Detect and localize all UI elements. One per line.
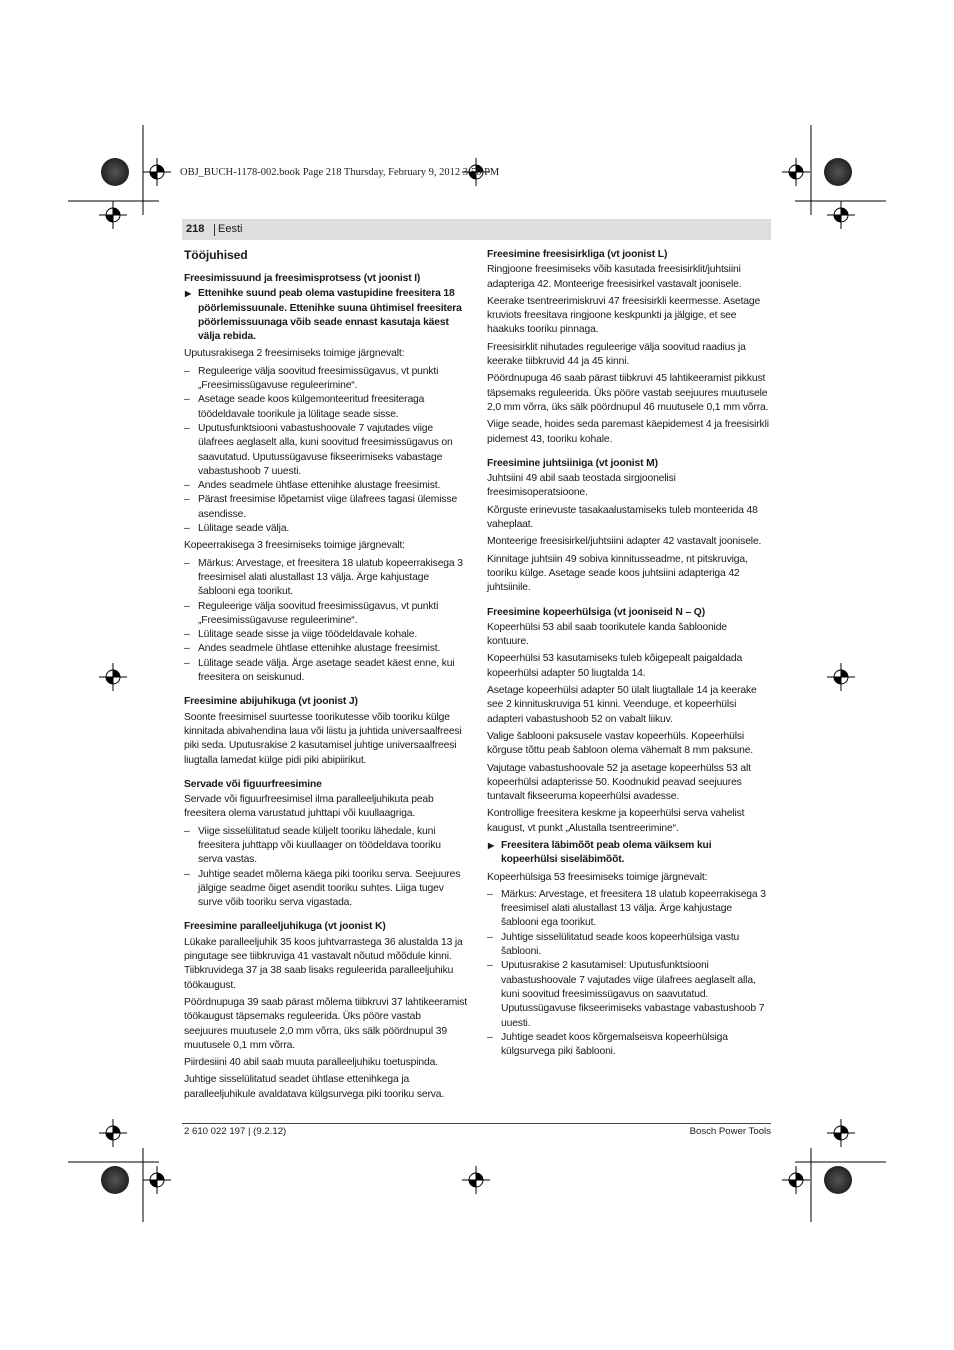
paragraph: Juhtsiini 49 abil saab teostada sirgjoonelisi freesimisoperatsioone. bbox=[487, 473, 676, 499]
paragraph: Kõrguste erinevuste tasakaalustamiseks tuleb monteerida 48 vaheplaat. bbox=[487, 504, 758, 531]
list-item: – Pärast freesimise lõpetamist viige ülafrees tagasi ülemisse asendisse. bbox=[184, 493, 467, 522]
paragraph: Freesisirklit nihutades reguleerige välja soovitud raadius ja keerake tiibkruvid 44 ja 45 kinni. bbox=[487, 341, 746, 368]
paragraph: Soonte freesimisel suurtesse toorikutesse võib tooriku külge kinnitada abivahendina laua või liistu ja juhtida universaalfreesi piki seda. Uputusrakise 2 kasutamisel juhtige universaalfreesi liugtalla lamedat külge pidi piki abipiirikut. bbox=[184, 711, 462, 766]
paragraph: Asetage kopeerhülsi adapter 50 ülalt liugtallale 14 ja keerake see 2 kinnituskruviga 51 kinni. Veenduge, et kopeerhülsi adapteri vabastushoob 52 on vabalt liikuv. bbox=[487, 685, 757, 725]
section-title: Tööjuhised bbox=[184, 248, 248, 262]
paragraph: Ringjoone freesimiseks võib kasutada freesisirklit/juhtsiini adapteriga 42. Monteerige freesisirkel vastavalt joonisele. bbox=[487, 264, 742, 290]
list-item: – Märkus: Arvestage, et freesitera 18 ulatub kopeerrakisega 3 freesimisel alati alustallast 13 välja. Ärge kahjustage šablooni ega toorikut. bbox=[487, 888, 770, 931]
footer-doc-number: 2 610 022 197 | (9.2.12) bbox=[184, 1126, 287, 1137]
paragraph: Pöördnupuga 39 saab pärast mõlema tiibkruvi 37 lahtikeeramist töökaugust täpsemaks reguleerida. Üks pööre vastab seejuures muutusele 2,0 mm võrra, üks sälk pöördnupul 39 muutusele 0,1 mm võrra. bbox=[184, 996, 467, 1051]
page-language: Eesti bbox=[218, 223, 243, 235]
heading-parallel-guide: Freesimine paralleeljuhikuga (vt joonist K) bbox=[184, 921, 386, 933]
list-item: – Uputusrakise 2 kasutamisel: Uputusfunktsiooni vabastushoovale 7 vajutades viige ülafrees aeglaselt alla, kuni soovitud freesimissügavus on saavutatud. Uputussügavuse fikseerimiseks vabastage vabastushoob 7 uuesti. bbox=[487, 959, 770, 1030]
paragraph: Juhtige sisselülitatud seadet ühtlase ettenihkega ja paralleeljuhikule avaldatava külgsurvega piki tooriku serva. bbox=[184, 1074, 445, 1100]
paragraph: Kopeerhülsi 53 abil saab toorikutele kanda šabloonide kontuure. bbox=[487, 621, 727, 648]
paragraph: Lükake paralleeljuhik 35 koos juhtvarrastega 36 alustalda 13 ja pingutage see tiibkruviga 41 vastavalt nõutud mõõdule kinni. Tiibkruvidega 37 ja 38 saab lisaks reguleerida paralleeljuhiku töökaugust. bbox=[184, 936, 463, 991]
page-header-band bbox=[182, 219, 771, 240]
paragraph: Kontrollige freesitera keskme ja kopeerhülsi serva vahelist kaugust, vt punkt „Alustalla tsentreerimine“. bbox=[487, 808, 745, 834]
list-item: – Andes seadmele ühtlase ettenihke alustage freesimist. bbox=[184, 479, 467, 493]
list-copy-steps bbox=[184, 557, 467, 686]
list-item: – Viige sisselülitatud seade küljelt tooriku lähedale, kuni freesitera juhttapp või kuullaager on töödeldava tooriku serva vastas. bbox=[184, 825, 467, 868]
footer-rule bbox=[182, 1123, 771, 1124]
print-info-line: OBJ_BUCH-1178-002.book Page 218 Thursday, February 9, 2012 3:50 PM bbox=[180, 167, 500, 178]
list-item: – Juhtige seadet mõlema käega piki tooriku serva. Seejuures jälgige seadme õiget asendit tooriku suhtes. Liiga tugev surve võib tooriku serva vigastada. bbox=[184, 868, 467, 911]
heading-guide-rail: Freesimine juhtsiiniga (vt joonist M) bbox=[487, 457, 658, 469]
paragraph: Keerake tsentreerimiskruvi 47 freesisirkli keermesse. Asetage kruviots freesitava ringjoone keskpunkti ja jälgige, et see haakuks tooriku pinnaga. bbox=[487, 295, 761, 336]
list-item: – Reguleerige välja soovitud freesimissügavus, vt punkti „Freesimissügavuse reguleerimine“. bbox=[184, 365, 467, 394]
page-number: 218 bbox=[186, 223, 205, 235]
list-template-steps bbox=[487, 888, 770, 1060]
paragraph: Servade või figuurfreesimisel ilma paralleeljuhikuta peab freesitera olema varustatud juhttapi või kuullaagriga. bbox=[184, 794, 434, 820]
list-item: – Juhtige seadet koos kõrgemalseisva kopeerhülsiga külgsurvega piki šablooni. bbox=[487, 1031, 770, 1060]
list-item: – Reguleerige välja soovitud freesimissügavus, vt punkti „Freesimissügavuse reguleerimine“. bbox=[184, 600, 467, 629]
list-item: – Lülitage seade välja. Ärge asetage seadet käest enne, kui freesitera on seiskunud. bbox=[184, 657, 467, 686]
list-item: – Uputusfunktsiooni vabastushoovale 7 vajutades viige ülafrees aeglaselt alla, kuni soovitud freesimissügavus on saavutatud. Uputussügavuse fikseerimiseks vabastage vabastushoob 7 uuesti. bbox=[184, 422, 467, 479]
paragraph: Valige šablooni paksusele vastav kopeerhüls. Kopeerhülsi kõrguse tõttu peab šabloon olema vähemalt 8 mm paksune. bbox=[487, 730, 754, 757]
list-item: – Lülitage seade välja. bbox=[184, 522, 467, 536]
list-item: – Lülitage seade sisse ja viige töödeldavale kohale. bbox=[184, 628, 467, 642]
list-item: – Juhtige sisselülitatud seade koos kopeerhülsiga vastu šablooni. bbox=[487, 931, 770, 960]
heading-circle-cutter: Freesimine freesisirkliga (vt joonist L) bbox=[487, 249, 668, 260]
paragraph: Monteerige freesisirkel/juhtsiini adapter 42 vastavalt joonisele. bbox=[487, 536, 762, 548]
list-item: – Andes seadmele ühtlase ettenihke alustage freesimist. bbox=[184, 642, 467, 656]
paragraph: Uputusrakisega 2 freesimiseks toimige järgnevalt: bbox=[184, 348, 405, 360]
warning-bit-diameter: ▶ Freesitera läbimõõt peab olema väiksem kui kopeerhülsi siseläbimõõt. bbox=[487, 839, 770, 868]
left-column bbox=[184, 248, 467, 1105]
paragraph: Pöördnupuga 46 saab pärast tiibkruvi 45 lahtikeeramist pikkust täpsemaks reguleerida. Üks pööre vastab seejuures muutusele 2,0 mm võrra, üks sälk pöördnupul 46 muutusele 0,1 mm võrra. bbox=[487, 373, 769, 413]
heading-template-guide: Freesimine kopeerhülsiga (vt jooniseid N – Q) bbox=[487, 606, 705, 618]
warning-feed-direction: ▶ Ettenihke suund peab olema vastupidine freesitera 18 pöörlemissuunale. Ettenihke suuna ühtimisel freesitera pöörlemissuunaga võib seade ennast kasutaja käest välja rebida. bbox=[184, 287, 467, 344]
paragraph: Viige seade, hoides seda paremast käepidemest 4 ja freesisirkli pidemest 43, tooriku kohale. bbox=[487, 419, 769, 445]
list-edge-steps bbox=[184, 825, 467, 911]
paragraph: Kinnitage juhtsiin 49 sobiva kinnitusseadme, nt pitskruviga, tooriku külge. Asetage seade koos juhtsiini adapteriga 42 juhtsiinile. bbox=[487, 553, 748, 594]
paragraph: Vajutage vabastushoovale 52 ja asetage kopeerhülss 53 alt kopeerhülsi adapterisse 50. Koodnukid peavad seejuures tuntavalt fikseeruma kopeerhülsi avadesse. bbox=[487, 762, 751, 803]
list-item: – Märkus: Arvestage, et freesitera 18 ulatub kopeerrakisega 3 freesimisel alati alustallast 13 välja. Ärge kahjustage šablooni ega toorikut. bbox=[184, 557, 467, 600]
heading-auxiliary-guide: Freesimine abijuhikuga (vt joonist J) bbox=[184, 696, 358, 708]
paragraph: Kopeerrakisega 3 freesimiseks toimige järgnevalt: bbox=[184, 540, 405, 552]
paragraph: Kopeerhülsiga 53 freesimiseks toimige järgnevalt: bbox=[487, 871, 708, 883]
footer-brand: Bosch Power Tools bbox=[689, 1126, 771, 1137]
heading-milling-direction: Freesimissuund ja freesimisprotsess (vt joonist I) bbox=[184, 273, 421, 284]
heading-edge-milling: Servade või figuurfreesimine bbox=[184, 778, 322, 790]
list-plunge-steps bbox=[184, 365, 467, 537]
right-column bbox=[487, 248, 770, 1062]
list-item: – Asetage seade koos külgemonteeritud freesiteraga töödeldavale toorikule ja lülitage seade sisse. bbox=[184, 393, 467, 422]
paragraph: Kopeerhülsi 53 kasutamiseks tuleb kõigepealt paigaldada kopeerhülsi adapter 50 liugtalda 14. bbox=[487, 653, 743, 679]
paragraph: Piirdesiini 40 abil saab muuta paralleeljuhiku toetuspinda. bbox=[184, 1057, 438, 1069]
